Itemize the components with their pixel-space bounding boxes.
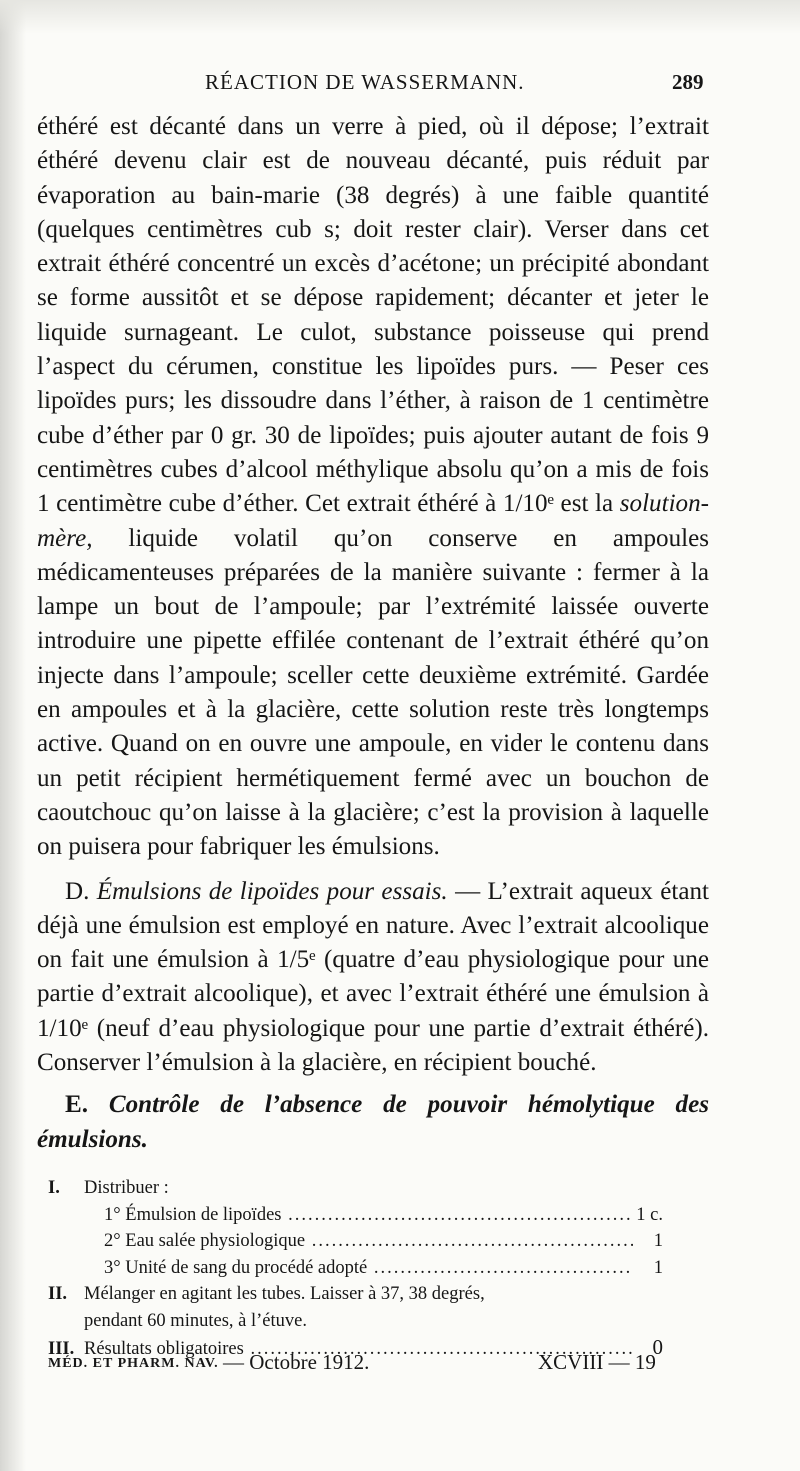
section-e-heading: Contrôle de l’absence de pouvoir hémolytique des émulsions.: [37, 1091, 709, 1153]
step-item-label: 3° Unité de sang du procédé adopté .....: [104, 1255, 633, 1282]
step-item: [48, 1255, 663, 1282]
step-i: [48, 1175, 663, 1202]
page-edge-shadow: [0, 0, 26, 1471]
paragraph-text-tail: liquide volatil qu’on conserve en ampoules médicamenteuses préparées de la manière suivante : fermer à la lampe un bout de l’ampoule; par l’extrémité laissée ouverte introduire une pipette effilée contenant de l’extrait éthéré qu’on injecte dans l’ampoule; sceller cette deuxième extrémité. Gardée en ampoules et à la glacière, cette solution reste très longtemps active. Quand on en ouvre une ampoule, en vider le contenu dans un petit récipient hermétiquement fermé avec un bouchon de caoutchouc qu’on laisse à la glacière; c’est la provision à laquelle on puisera pour fabriquer les émulsions.: [37, 524, 709, 861]
page-top-shadow: [0, 0, 800, 34]
step-number: III.: [48, 1339, 75, 1359]
section-d-text: — L’extrait aqueux étant déjà une émulsion est employé en nature. Avec l’extrait alcoolique on fait une émulsion à 1/5ᵉ (quatre d’eau physiologique pour une partie d’extrait alcoolique), et avec l’extrait éthéré une émulsion à 1/10ᵉ (neuf d’eau physiologique pour une partie d’extrait éthéré). Conserver l’émulsion à la glacière, en récipient bouché.: [37, 877, 710, 1077]
paragraph-text: éthéré est décanté dans un verre à pied, où il dépose; l’extrait éthéré devenu clair est de nouveau décanté, puis réduit par évaporation au bain-marie (38 degrés) à une faible quantité (quelques centimètres cub s; doit rester clair). Verser dans cet extrait éthéré concentré un excès d’acétone; un précipité abondant se forme aussitôt et se dépose rapidement; décanter et jeter le liquide surnageant. Le culot, substance poisseuse qui prend l’aspect du cérumen, constitue les lipoïdes purs. — Peser ces lipoïdes purs; les dissoudre dans l’éther, à raison de 1 centimètre cube d’éther par 0 gr. 30 de lipoïdes; puis ajouter autant de fois 9 centimètres cubes d’alcool méthylique absolu qu’on a mis de fois 1 centimètre cube d’éther. Cet extrait éthéré à 1/10ᵉ est la: [37, 113, 709, 518]
procedure-steps: [48, 1175, 663, 1363]
page-number: 289: [672, 70, 704, 94]
step-item-label: 2° Eau salée physiologique .....: [104, 1228, 633, 1255]
step-item-value: 1 c.: [636, 1204, 663, 1225]
result-value: 0: [652, 1335, 663, 1359]
step-item-value: 1: [653, 1231, 663, 1251]
section-d-letter: D.: [65, 877, 90, 905]
section-e-letter: E.: [65, 1091, 89, 1119]
journal-signature: MÉD. ET PHARM. NAV.: [48, 1356, 219, 1371]
step-label: Distribuer :: [84, 1178, 169, 1198]
body-text: [37, 110, 709, 1157]
running-title: RÉACTION DE WASSERMANN.: [205, 70, 525, 94]
step-label: Mélanger en agitant les tubes. Laisser à 37, 38 degrés,: [84, 1284, 485, 1304]
step-item: [48, 1228, 663, 1255]
step-number: I.: [48, 1178, 60, 1198]
section-d-heading: Émulsions de lipoïdes pour essais.: [96, 877, 448, 905]
emphasis-solution-mere: solution-mère,: [37, 490, 709, 552]
gathering-signature: XCVIII — 19: [538, 1350, 656, 1374]
section-d: [37, 875, 709, 1081]
page-footer: [48, 1348, 663, 1384]
step-label: Résultats obligatoires .....: [84, 1336, 633, 1363]
section-e: [37, 1088, 709, 1157]
step-ii-continuation: pendant 60 minutes, à l’étuve.: [84, 1310, 307, 1331]
step-item-value: 1: [653, 1257, 663, 1278]
issue-date: — Octobre 1912.: [223, 1350, 370, 1374]
running-header: [0, 64, 800, 104]
step-number: II.: [48, 1284, 68, 1304]
step-item-label: 1° Émulsion de lipoïdes .....: [104, 1202, 632, 1229]
step-ii: [48, 1281, 663, 1308]
paragraph-ether-extract: [37, 110, 709, 865]
step-item: [48, 1202, 663, 1229]
